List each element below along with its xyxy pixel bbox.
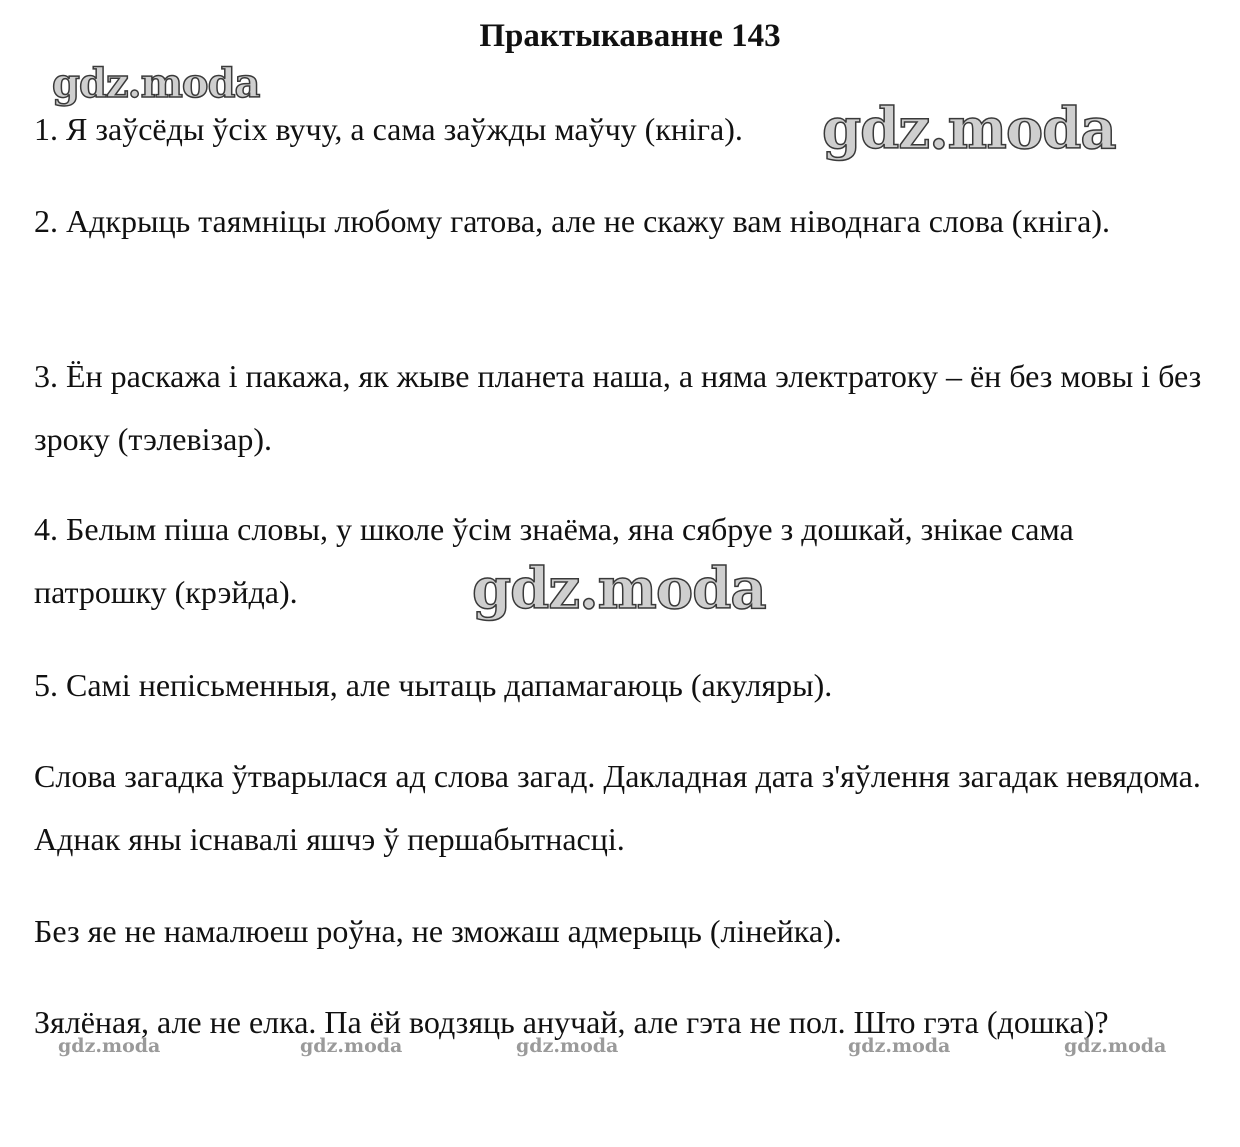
watermark-bottom-4: gdz.moda <box>848 1035 951 1057</box>
riddle-1: 1. Я заўсёды ўсіх вучу, а сама заўжды маўчу (кніга). <box>34 111 743 147</box>
riddle-4: 4. Белым піша словы, у школе ўсім знаёма, яна сябруе з дошкай, знікае сама патрошку (крэйда). <box>34 511 1074 610</box>
watermark-top-right: gdz.moda <box>822 96 1116 162</box>
exercise-title: Практыкаванне 143 <box>479 18 781 54</box>
riddle-3: 3. Ён раскажа і пакажа, як жыве планета наша, а няма электратоку – ён без мовы і без зроку (тэлевізар). <box>34 358 1202 457</box>
watermark-bottom-3: gdz.moda <box>516 1035 619 1057</box>
riddle-ruler: Без яе не намалюеш роўна, не зможаш адмерыць (лінейка). <box>34 913 842 949</box>
riddle-board: Зялёная, але не елка. Па ёй водзяць анучай, але гэта не пол. Што гэта (дошка)? <box>34 1004 1109 1040</box>
riddle-5: 5. Самі непісьменныя, але чытаць дапамагаюць (акуляры). <box>34 667 833 703</box>
watermark-center: gdz.moda <box>472 556 766 622</box>
watermark-top-left: gdz.moda <box>52 60 260 107</box>
watermark-bottom-2: gdz.moda <box>300 1035 403 1057</box>
watermark-bottom-1: gdz.moda <box>58 1035 161 1057</box>
riddle-origin-paragraph: Слова загадка ўтварылася ад слова загад. Дакладная дата з'яўлення загадак невядома. Аднак яны існавалі яшчэ ў першабытнасці. <box>34 758 1201 857</box>
watermark-bottom-5: gdz.moda <box>1064 1035 1167 1057</box>
riddle-2: 2. Адкрыць таямніцы любому гатова, але не скажу вам ніводнага слова (кніга). <box>34 203 1110 239</box>
